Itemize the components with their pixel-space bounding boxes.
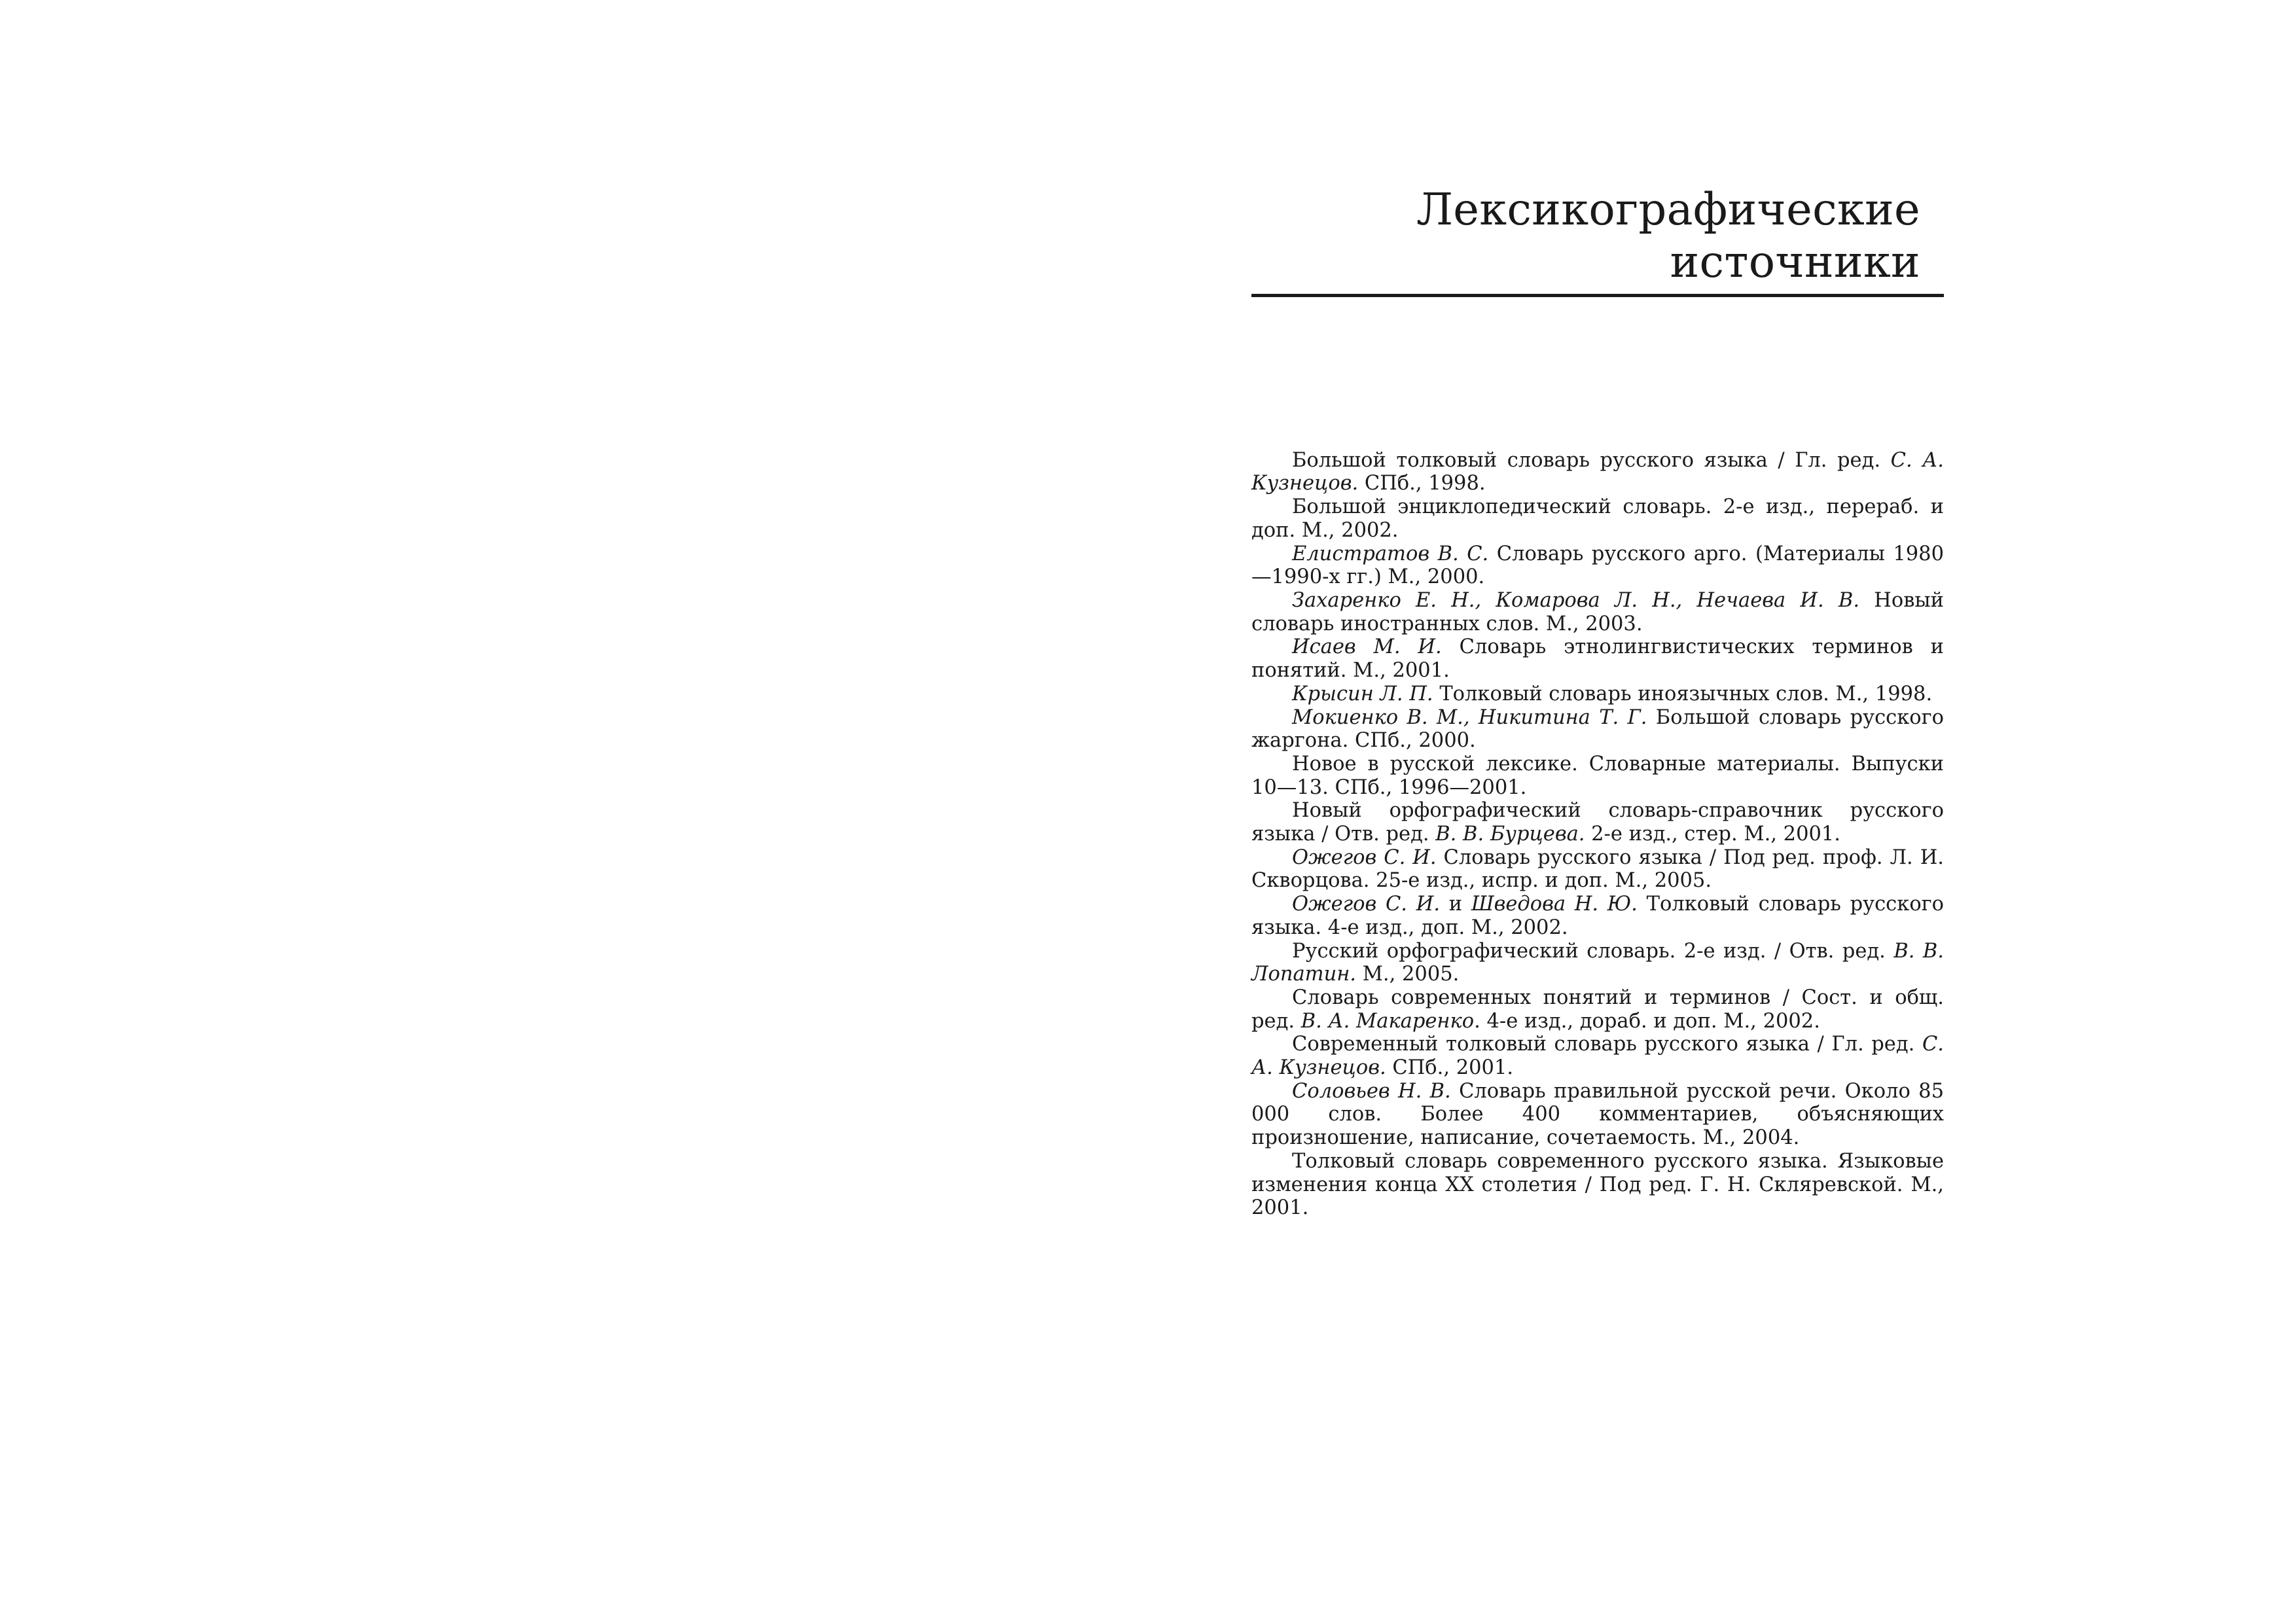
source-text: Словарь русского арго. (Материалы 1980—1990-х гг.) М., 2000. [1251, 542, 1944, 589]
source-author: Мокиенко В. М., Никитина Т. Г. [1292, 705, 1647, 729]
source-author: Елистратов В. С. [1292, 542, 1489, 565]
source-entry [1251, 1150, 1944, 1220]
source-text: Словарь правильной русской речи. Около 85 000 слов. Более 400 комментариев, объясняющих произношение, написание, сочетаемость. М., 2004. [1251, 1079, 1944, 1150]
source-entry [1251, 893, 1944, 939]
source-author: Шведова Н. Ю. [1471, 893, 1638, 916]
source-entry [1251, 449, 1944, 495]
source-entry [1251, 846, 1944, 893]
source-text: Словарь этнолингвистических терминов и понятий. М., 2001. [1251, 635, 1944, 683]
source-author: Соловьев Н. В. [1292, 1079, 1451, 1103]
source-author: В. А. Макаренко [1300, 1009, 1475, 1033]
source-entry [1251, 635, 1944, 682]
source-author: В. В. Лопатин. [1251, 939, 1944, 986]
source-text: Толковый словарь иноязычных слов. М., 1998. [1433, 682, 1933, 705]
source-entry [1251, 1080, 1944, 1150]
source-author: Исаев М. И. [1292, 635, 1442, 659]
source-entry [1251, 706, 1944, 753]
source-author: С. А. Кузнецов. [1251, 448, 1944, 495]
source-author: С. А. Кузнецов. [1251, 1033, 1944, 1080]
source-author: В. В. Бурцева. [1435, 823, 1585, 846]
source-text: Новое в русской лексике. Словарные материалы. Выпуски 10—13. СПб., 1996—2001. [1251, 752, 1944, 799]
source-text: Новый орфографический словарь-справочник русского языка / Отв. ред. [1251, 799, 1944, 846]
sources-list [1251, 449, 1944, 1220]
source-text: Словарь современных понятий и терминов / Сост. и общ. ред. [1251, 986, 1944, 1033]
source-text: М., 2005. [1356, 963, 1460, 986]
source-author: Крысин Л. П. [1292, 682, 1433, 705]
source-text: 2-е изд., стер. М., 2001. [1585, 823, 1840, 846]
source-text: СПб., 2001. [1386, 1056, 1514, 1080]
source-text: Русский орфографический словарь. 2-е изд. / Отв. ред. [1292, 939, 1894, 963]
source-text: Современный толковый словарь русского языка / Гл. ред. [1292, 1033, 1922, 1056]
source-text: Толковый словарь современного русского языка. Языковые изменения конца XX столетия / Под ред. Г. Н. Скляревской. М., 2001. [1251, 1149, 1944, 1220]
right-page [1251, 183, 1944, 1220]
source-entry [1251, 543, 1944, 589]
source-entry [1251, 495, 1944, 542]
page-title: Лексикографические источники [1251, 183, 1944, 297]
source-text: Большой толковый словарь русского языка / Гл. ред. [1292, 448, 1891, 472]
source-text: СПб., 1998. [1358, 472, 1486, 495]
source-entry [1251, 589, 1944, 635]
source-author: Захаренко Е. Н., Комарова Л. Н., Нечаева И. В. [1292, 589, 1860, 612]
source-text: Словарь русского языка / Под ред. проф. Л. И. Скворцова. 25-е изд., испр. и доп. М., 2005. [1251, 846, 1945, 893]
source-entry [1251, 986, 1944, 1033]
source-text: Толковый словарь русского языка. 4-е изд., доп. М., 2002. [1251, 893, 1945, 939]
source-text: Новый словарь иностранных слов. М., 2003. [1251, 589, 1944, 635]
source-author: Ожегов С. И. [1292, 893, 1441, 916]
source-text: Большой энциклопедический словарь. 2-е изд., перераб. и доп. М., 2002. [1251, 495, 1944, 542]
source-text: и [1440, 893, 1471, 916]
source-entry [1251, 683, 1944, 706]
source-text: Большой словарь русского жаргона. СПб., 2000. [1251, 705, 1945, 753]
source-entry [1251, 753, 1944, 799]
source-entry [1251, 799, 1944, 846]
source-author: Ожегов С. И. [1292, 846, 1437, 869]
source-entry [1251, 940, 1944, 986]
source-entry [1251, 1033, 1944, 1079]
source-text: . 4-е изд., дораб. и доп. М., 2002. [1474, 1009, 1820, 1033]
